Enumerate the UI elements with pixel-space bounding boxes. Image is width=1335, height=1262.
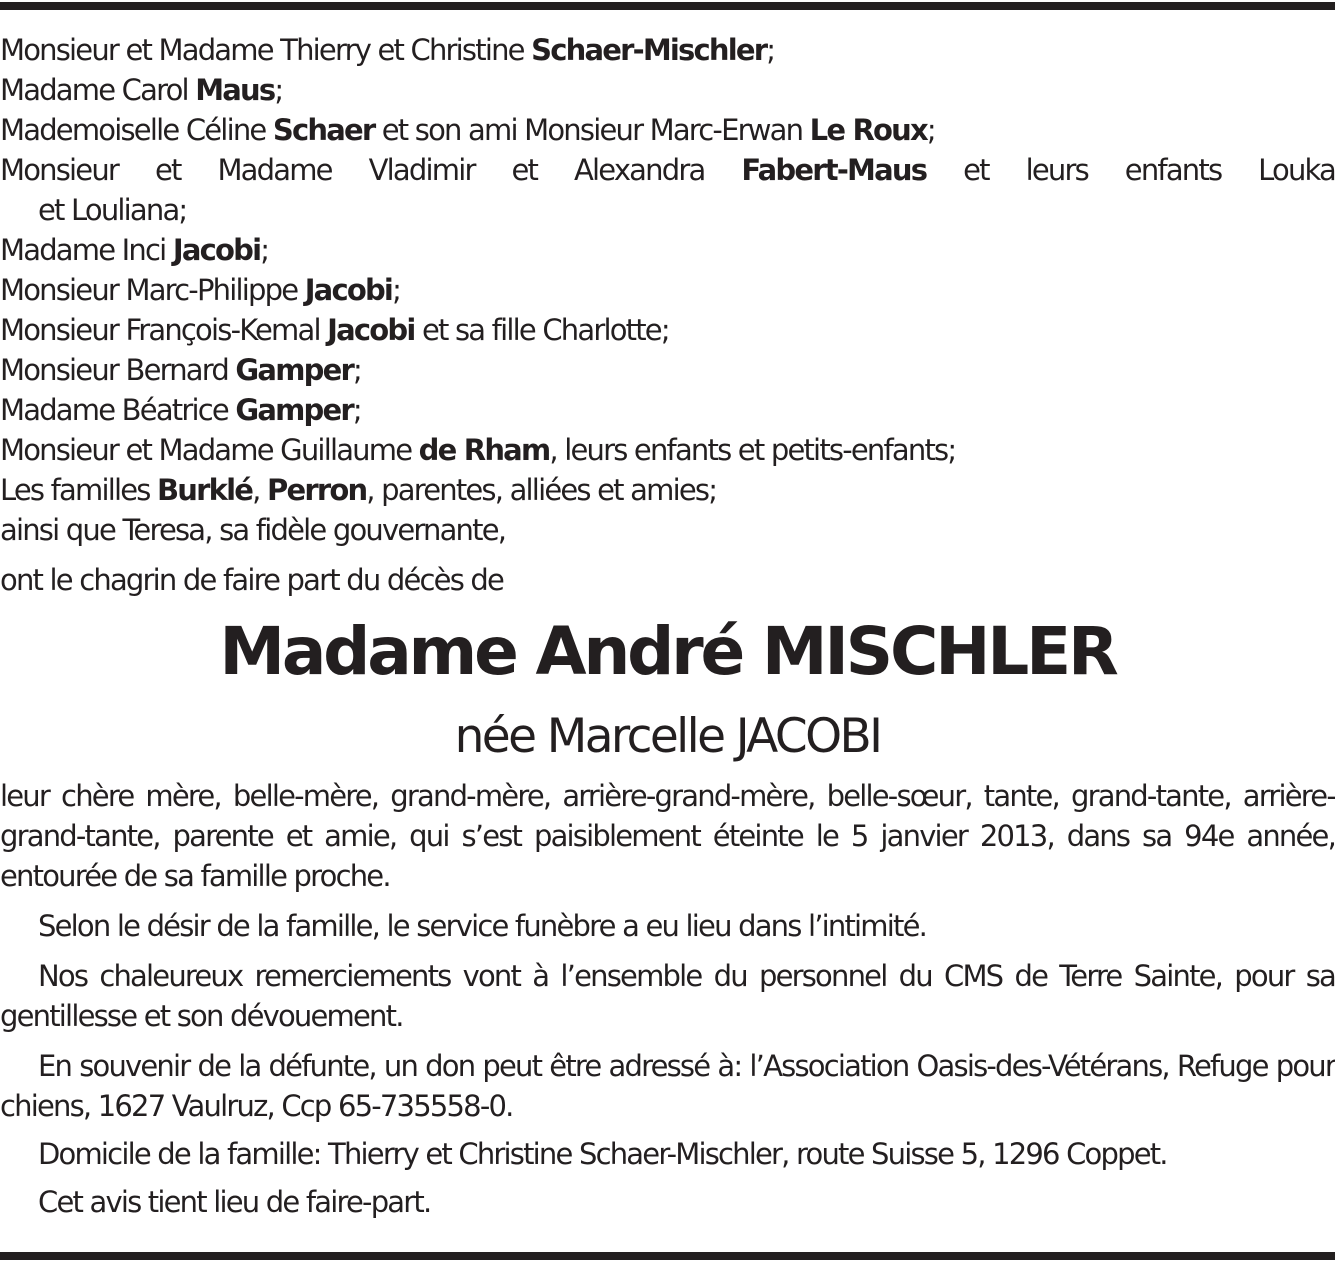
family-text: ; <box>392 273 401 307</box>
family-line <box>0 310 1335 350</box>
thanks-paragraph: Nos chaleureux remerciements vont à l’ensemble du personnel du CMS de Terre Sainte, pour sa gentillesse et son dévouement. <box>0 959 1335 1033</box>
family-text: et sa fille Charlotte; <box>414 313 669 347</box>
family-text: Monsieur et Madame Vladimir et Alexandra <box>0 153 742 187</box>
announcement-intro: ont le chagrin de faire part du décès de <box>0 563 504 597</box>
family-text: , <box>252 473 267 507</box>
family-text: Monsieur Marc-Philippe <box>0 273 305 307</box>
family-surname: Maus <box>195 73 275 107</box>
family-surname: Perron <box>267 473 367 507</box>
family-line <box>0 30 1335 70</box>
family-text: ; <box>274 73 283 107</box>
family-surname: Fabert-Maus <box>741 153 927 187</box>
family-line-continuation <box>0 190 1335 230</box>
family-text: ; <box>766 33 775 67</box>
family-text: Monsieur et Madame Guillaume <box>0 433 419 467</box>
family-surname: Schaer-Mischler <box>531 33 767 67</box>
family-line <box>0 70 1335 110</box>
family-surname: Burklé <box>157 473 253 507</box>
family-text: ; <box>352 353 361 387</box>
maiden-name: née Marcelle JACOBI <box>454 709 881 764</box>
family-text: ; <box>926 113 935 147</box>
family-list <box>0 30 1335 550</box>
family-text: , leurs enfants et petits-enfants; <box>549 433 956 467</box>
family-text: Mademoiselle Céline <box>0 113 273 147</box>
deceased-name: Madame André MISCHLER <box>219 613 1116 690</box>
family-line <box>0 470 1335 510</box>
family-text: Madame Carol <box>0 73 196 107</box>
family-line <box>0 430 1335 470</box>
family-text: Madame Inci <box>0 233 173 267</box>
domicile-paragraph: Domicile de la famille: Thierry et Christine Schaer-Mischler, route Suisse 5, 1296 Coppet. <box>38 1137 1167 1171</box>
family-text: Les familles <box>0 473 157 507</box>
family-text: Monsieur et Madame Thierry et Christine <box>0 33 532 67</box>
family-surname: Jacobi <box>327 313 415 347</box>
family-text: et son ami Monsieur Marc-Erwan <box>374 113 810 147</box>
bottom-rule <box>0 1252 1335 1260</box>
family-surname: Le Roux <box>809 113 927 147</box>
family-surname: Gamper <box>235 393 353 427</box>
family-line <box>0 230 1335 270</box>
top-rule <box>0 2 1335 10</box>
family-text: Monsieur Bernard <box>0 353 236 387</box>
family-text: Madame Béatrice <box>0 393 236 427</box>
description-paragraph: leur chère mère, belle-mère, grand-mère, arrière-grand-mère, belle-sœur, tante, grand-tante, arrière-grand-tante, parente et amie, qui s’est paisiblement éteinte le 5 janvier 2013, dans sa 94e année, entourée de sa famille proche. <box>0 779 1335 893</box>
obituary-notice <box>0 30 1335 1222</box>
family-surname: de Rham <box>418 433 550 467</box>
notice-paragraph: Cet avis tient lieu de faire-part. <box>38 1185 431 1219</box>
family-surname: Gamper <box>235 353 353 387</box>
family-line <box>0 110 1335 150</box>
family-line <box>0 510 1335 550</box>
family-text: , parentes, alliées et amies; <box>366 473 717 507</box>
family-text: Monsieur François-Kemal <box>0 313 328 347</box>
family-text: ainsi que Teresa, sa fidèle gouvernante, <box>0 513 506 547</box>
family-text: et Louliana; <box>38 193 187 227</box>
family-surname: Jacobi <box>172 233 261 267</box>
service-paragraph: Selon le désir de la famille, le service funèbre a eu lieu dans l’intimité. <box>38 909 927 943</box>
family-text: ; <box>260 233 269 267</box>
family-line <box>0 390 1335 430</box>
family-text: ; <box>352 393 361 427</box>
family-surname: Jacobi <box>304 273 393 307</box>
family-surname: Schaer <box>272 113 375 147</box>
family-line <box>0 150 1335 190</box>
family-line <box>0 350 1335 390</box>
family-text: et leurs enfants Louka <box>926 153 1335 187</box>
donation-paragraph: En souvenir de la défunte, un don peut être adressé à: l’Association Oasis-des-Vétérans, Refuge pour chiens, 1627 Vaulruz, Ccp 65-735558-0. <box>0 1049 1335 1123</box>
family-line <box>0 270 1335 310</box>
